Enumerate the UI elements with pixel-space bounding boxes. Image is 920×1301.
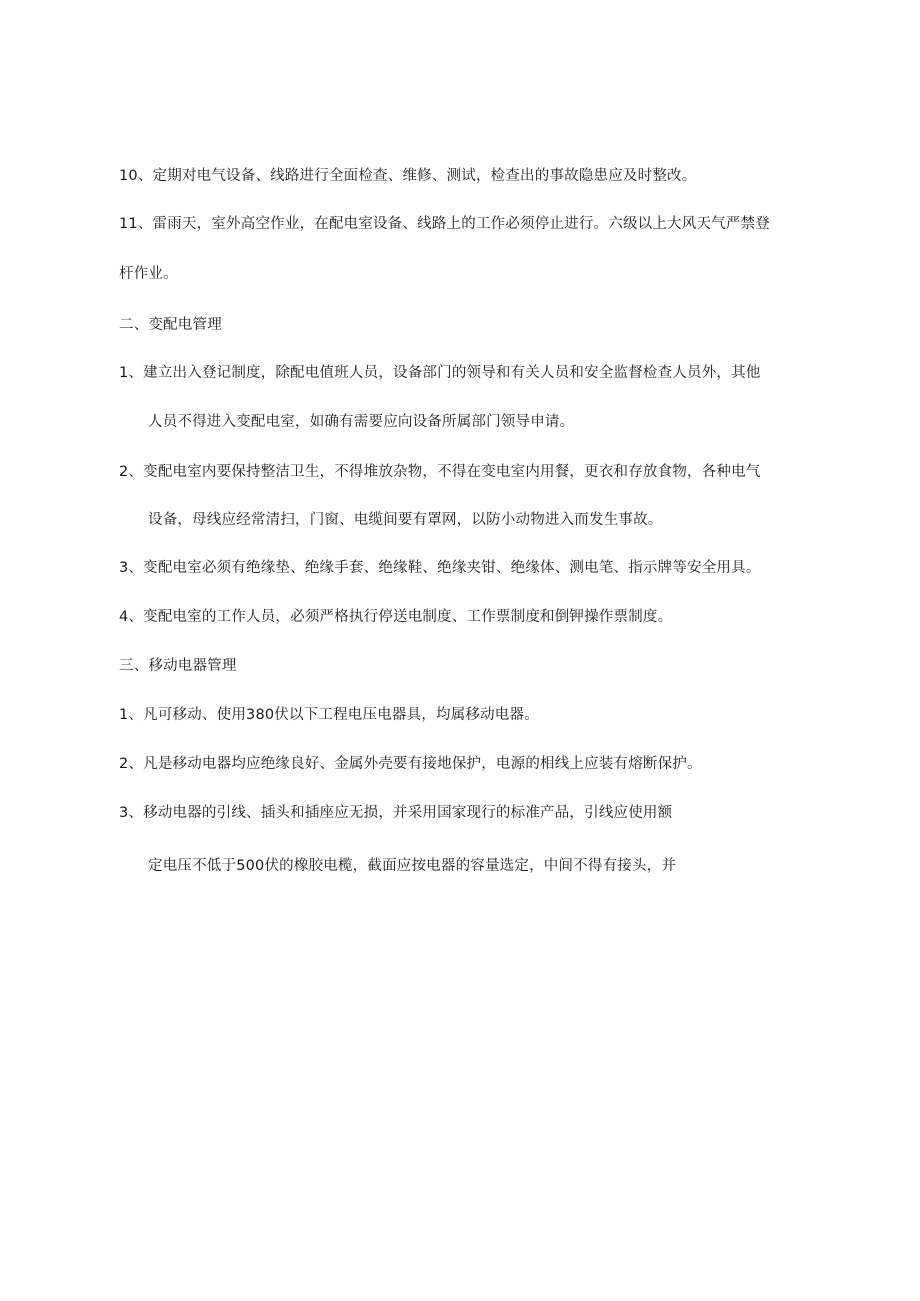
item-10-line: 10、定期对电气设备、线路进行全面检查、维修、测试，检查出的事故隐患应及时整改。 [119,168,697,184]
section2-item-1-line: 1、建立出入登记制度，除配电值班人员，设备部门的领导和有关人员和安全监督检查人员外，其他 [119,365,761,381]
section-heading-3: 三、移动电器管理 [119,658,237,674]
section2-item-3-line: 3、变配电室必须有绝缘垫、绝缘手套、绝缘鞋、绝缘夹钳、绝缘体、测电笔、指示牌等安全用具。 [119,560,761,576]
item-11-line: 11、雷雨天，室外高空作业，在配电室设备、线路上的工作必须停止进行。六级以上大风天气严禁登 [119,216,770,232]
section3-item-2-line: 2、凡是移动电器均应绝缘良好、金属外壳要有接地保护，电源的相线上应装有熔断保护。 [119,756,702,772]
section2-item-2-cont: 设备，母线应经常清扫，门窗、电缆间要有罩网，以防小动物进入而发生事故。 [148,512,663,528]
section3-item-3-cont: 定电压不低于500伏的橡胶电榄，截面应按电器的容量选定，中间不得有接头，并 [148,858,677,874]
section2-item-2-line: 2、变配电室内要保持整洁卫生，不得堆放杂物，不得在变电室内用餐，更衣和存放食物，各种电气 [119,464,761,480]
section3-item-3-line: 3、移动电器的引线、插头和插座应无损，并采用国家现行的标准产品，引线应使用额 [119,805,673,821]
section3-item-1-line: 1、凡可移动、使用380伏以下工程电压电器具，均属移动电器。 [119,707,539,723]
section2-item-1-cont: 人员不得进入变配电室，如确有需要应向设备所属部门领导申请。 [148,414,575,430]
section-heading-2: 二、变配电管理 [119,317,222,333]
item-11-continuation: 杆作业。 [119,266,178,282]
section2-item-4-line: 4、变配电室的工作人员，必须严格执行停送电制度、工作票制度和倒钾操作票制度。 [119,609,673,625]
